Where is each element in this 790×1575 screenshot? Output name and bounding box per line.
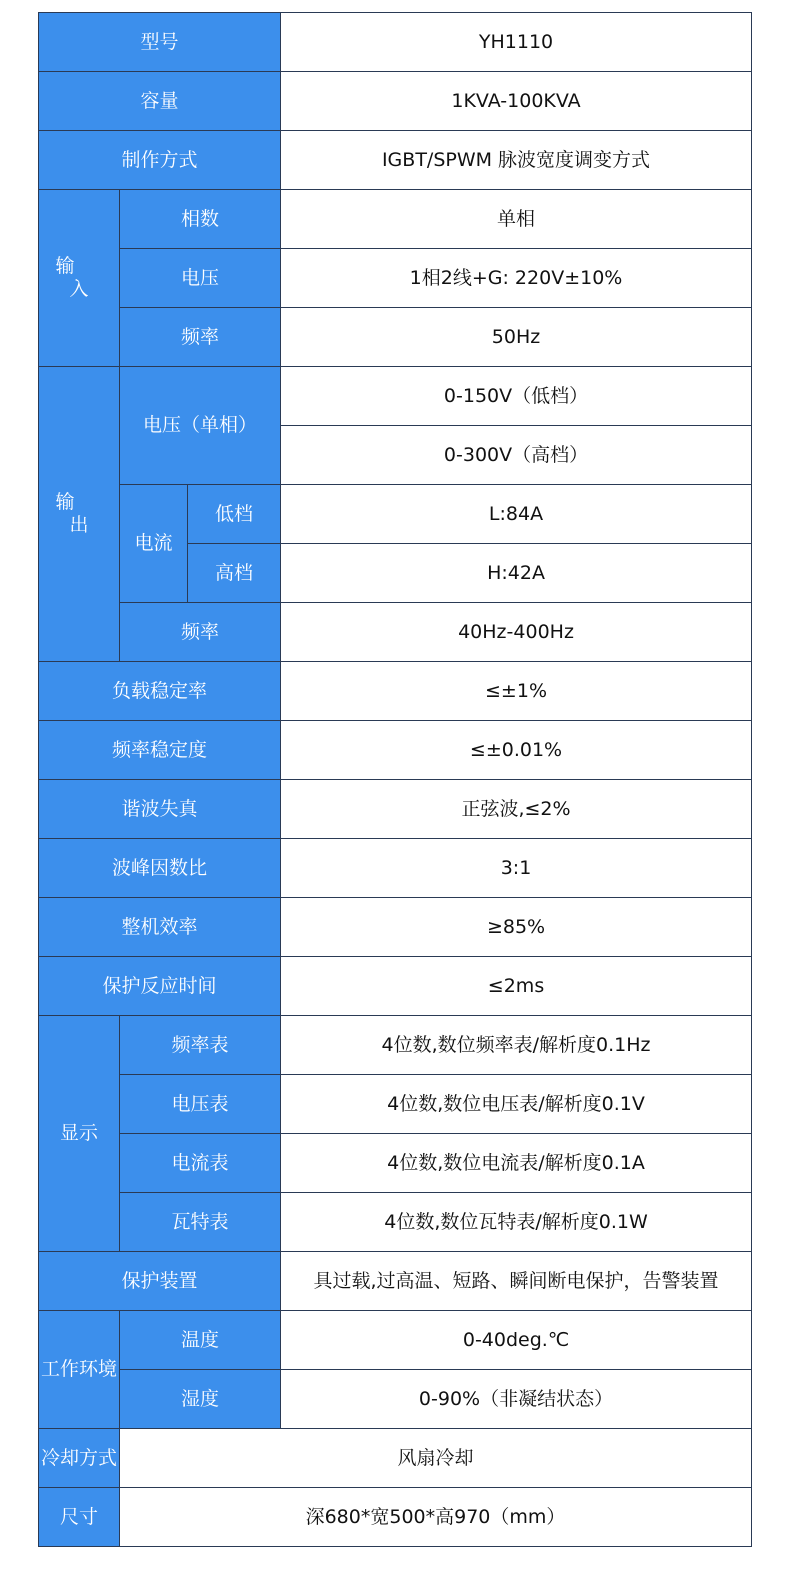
temperature-label: 温度 (120, 1311, 281, 1370)
row-display-freq (39, 1016, 752, 1075)
method-value: IGBT/SPWM 脉波宽度调变方式 (281, 131, 752, 190)
volt-meter-label: 电压表 (120, 1075, 281, 1134)
output-voltage-high-value: 0-300V（高档） (281, 426, 752, 485)
input-frequency-value: 50Hz (281, 308, 752, 367)
row-output-frequency (39, 603, 752, 662)
environment-group-label: 工作环境 (39, 1311, 120, 1429)
method-label: 制作方式 (39, 131, 281, 190)
output-group-label (39, 367, 120, 662)
row-dimensions (39, 1488, 752, 1547)
thd-label: 谐波失真 (39, 780, 281, 839)
output-current-label: 电流 (120, 485, 188, 603)
output-frequency-label: 频率 (120, 603, 281, 662)
amp-meter-value: 4位数,数位电流表/解析度0.1A (281, 1134, 752, 1193)
model-value: YH1110 (281, 13, 752, 72)
thd-value: 正弦波,≤2% (281, 780, 752, 839)
row-model (39, 13, 752, 72)
efficiency-value: ≥85% (281, 898, 752, 957)
row-output-voltage-low (39, 367, 752, 426)
load-regulation-value: ≤±1% (281, 662, 752, 721)
watt-meter-label: 瓦特表 (120, 1193, 281, 1252)
input-group-text: 输入 (55, 255, 117, 300)
row-input-phase (39, 190, 752, 249)
crest-factor-value: 3:1 (281, 839, 752, 898)
row-freq-stability (39, 721, 752, 780)
capacity-label: 容量 (39, 72, 281, 131)
response-time-label: 保护反应时间 (39, 957, 281, 1016)
output-frequency-value: 40Hz-400Hz (281, 603, 752, 662)
row-protection (39, 1252, 752, 1311)
humidity-label: 湿度 (120, 1370, 281, 1429)
efficiency-label: 整机效率 (39, 898, 281, 957)
amp-meter-label: 电流表 (120, 1134, 281, 1193)
row-display-volt (39, 1075, 752, 1134)
output-voltage-low-value: 0-150V（低档） (281, 367, 752, 426)
output-current-low-label: 低档 (188, 485, 281, 544)
input-voltage-label: 电压 (120, 249, 281, 308)
load-regulation-label: 负载稳定率 (39, 662, 281, 721)
freq-meter-label: 频率表 (120, 1016, 281, 1075)
output-group-text: 输出 (55, 491, 117, 536)
input-voltage-value: 1相2线+G: 220V±10% (281, 249, 752, 308)
freq-meter-value: 4位数,数位频率表/解析度0.1Hz (281, 1016, 752, 1075)
row-efficiency (39, 898, 752, 957)
output-current-high-label: 高档 (188, 544, 281, 603)
temperature-value: 0-40deg.℃ (281, 1311, 752, 1370)
crest-factor-label: 波峰因数比 (39, 839, 281, 898)
row-response-time (39, 957, 752, 1016)
cooling-value: 风扇冷却 (120, 1429, 752, 1488)
protection-value: 具过载,过高温、短路、瞬间断电保护，告警装置 (281, 1252, 752, 1311)
row-capacity (39, 72, 752, 131)
freq-stability-value: ≤±0.01% (281, 721, 752, 780)
input-group-label (39, 190, 120, 367)
row-cooling (39, 1429, 752, 1488)
row-load-regulation (39, 662, 752, 721)
row-method (39, 131, 752, 190)
capacity-value: 1KVA-100KVA (281, 72, 752, 131)
watt-meter-value: 4位数,数位瓦特表/解析度0.1W (281, 1193, 752, 1252)
row-env-humidity (39, 1370, 752, 1429)
humidity-value: 0-90%（非凝结状态） (281, 1370, 752, 1429)
row-display-amp (39, 1134, 752, 1193)
row-thd (39, 780, 752, 839)
row-env-temperature (39, 1311, 752, 1370)
spec-table (38, 12, 752, 1547)
input-phase-value: 单相 (281, 190, 752, 249)
row-input-frequency (39, 308, 752, 367)
display-group-label: 显示 (39, 1016, 120, 1252)
volt-meter-value: 4位数,数位电压表/解析度0.1V (281, 1075, 752, 1134)
freq-stability-label: 频率稳定度 (39, 721, 281, 780)
input-frequency-label: 频率 (120, 308, 281, 367)
row-crest-factor (39, 839, 752, 898)
cooling-label: 冷却方式 (39, 1429, 120, 1488)
output-current-high-value: H:42A (281, 544, 752, 603)
dimensions-label: 尺寸 (39, 1488, 120, 1547)
row-output-current-low (39, 485, 752, 544)
output-current-low-value: L:84A (281, 485, 752, 544)
response-time-value: ≤2ms (281, 957, 752, 1016)
row-input-voltage (39, 249, 752, 308)
input-phase-label: 相数 (120, 190, 281, 249)
output-voltage-label: 电压（单相） (120, 367, 281, 485)
protection-label: 保护装置 (39, 1252, 281, 1311)
model-label: 型号 (39, 13, 281, 72)
row-display-watt (39, 1193, 752, 1252)
dimensions-value: 深680*宽500*高970（mm） (120, 1488, 752, 1547)
